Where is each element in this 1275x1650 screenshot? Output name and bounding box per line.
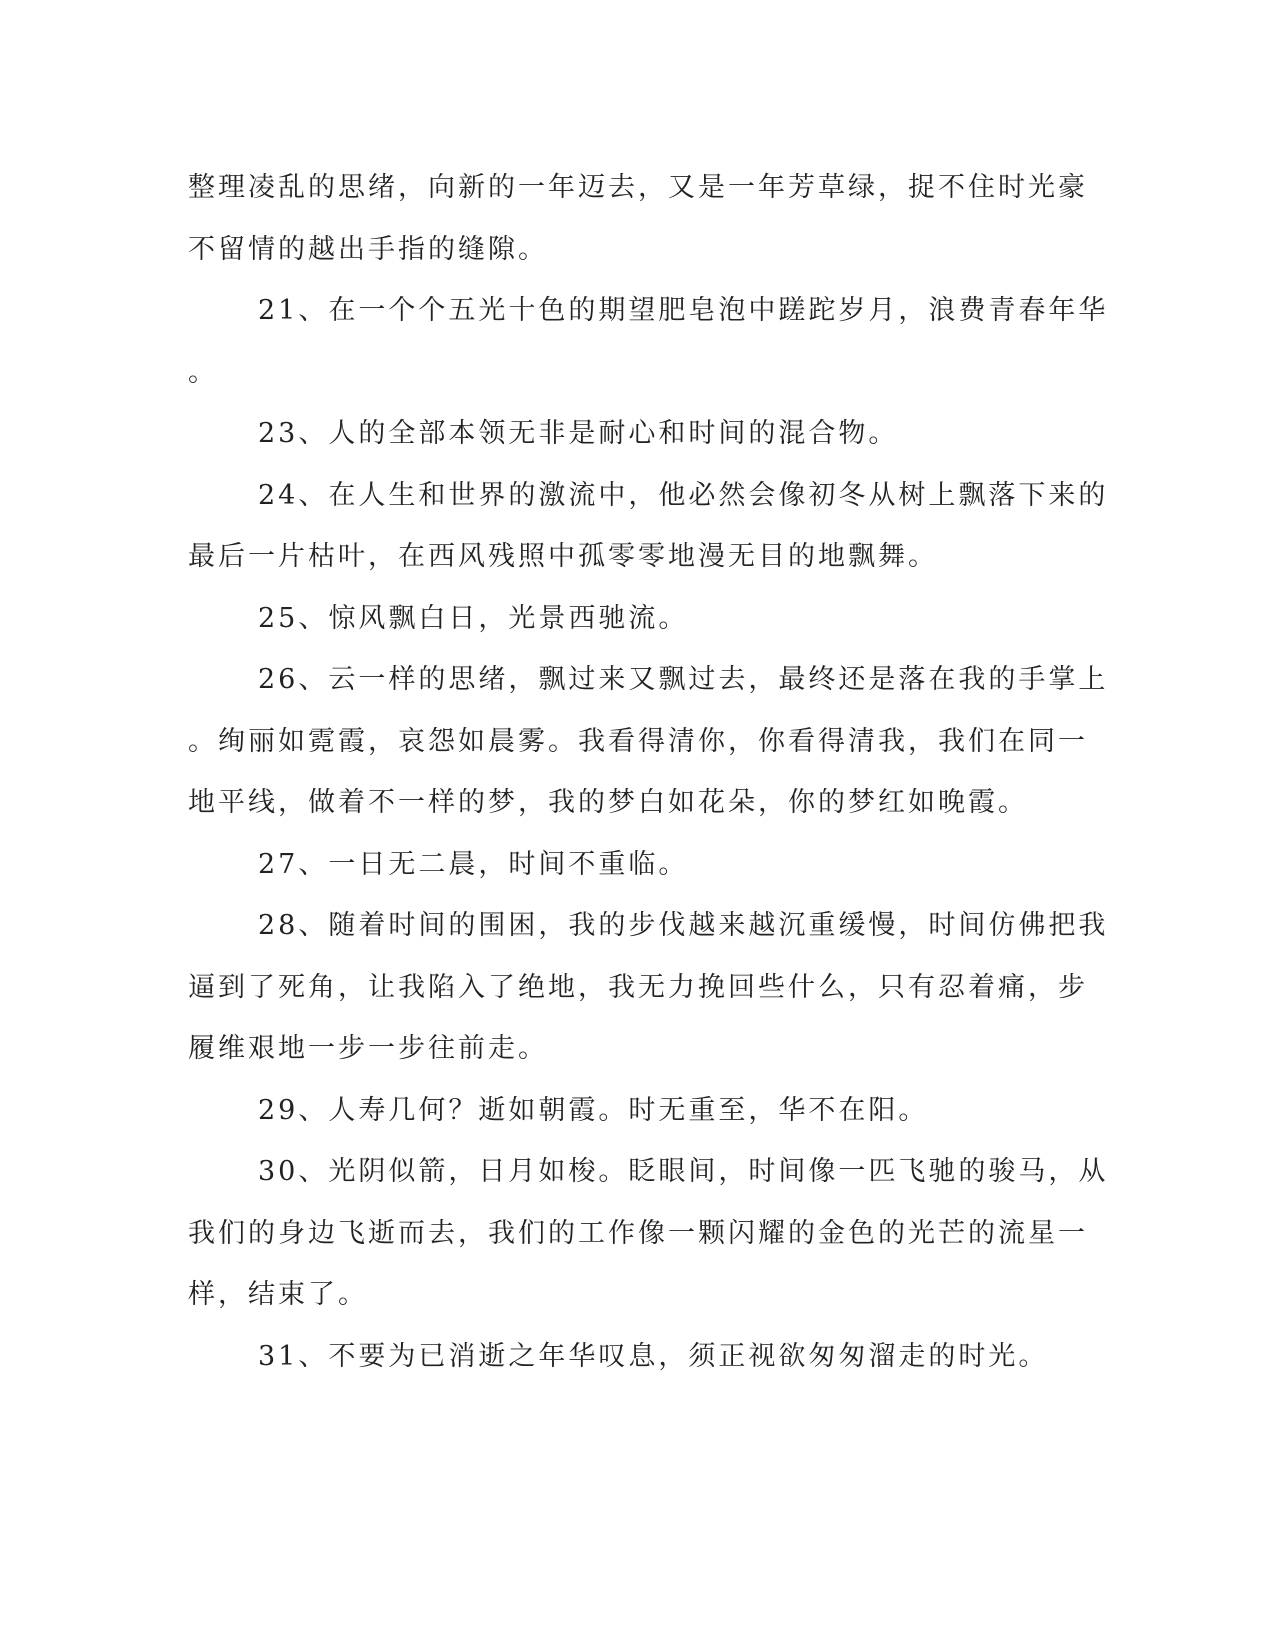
text-line: 30、光阴似箭，日月如梭。眨眼间，时间像一匹飞驰的骏马，从 (258, 1156, 1109, 1187)
text-line: 履维艰地一步一步往前走。 (188, 1033, 548, 1064)
text-line: 整理凌乱的思绪，向新的一年迈去，又是一年芳草绿，捉不住时光豪 (188, 172, 1088, 203)
text-line: 逼到了死角，让我陷入了绝地，我无力挽回些什么，只有忍着痛，步 (188, 971, 1088, 1003)
text-line: 地平线，做着不一样的梦，我的梦白如花朵，你的梦红如晚霞。 (188, 787, 1028, 818)
text-line: 样，结束了。 (188, 1279, 368, 1310)
text-line: 。绚丽如霓霞，哀怨如晨雾。我看得清你，你看得清我，我们在同一 (188, 725, 1088, 757)
text-line: 31、不要为已消逝之年华叹息，须正视欲匆匆溜走的时光。 (258, 1340, 1049, 1372)
text-line: 29、人寿几何？逝如朝霞。时无重至，华不在阳。 (258, 1094, 929, 1126)
document-body (188, 157, 1109, 1387)
text-line: 21、在一个个五光十色的期望肥皂泡中蹉跎岁月，浪费青春年华 (258, 295, 1109, 326)
text-line: 26、云一样的思绪，飘过来又飘过去，最终还是落在我的手掌上 (258, 664, 1109, 695)
text-line: 24、在人生和世界的激流中，他必然会像初冬从树上飘落下来的 (258, 479, 1109, 511)
text-line: 不留情的越出手指的缝隙。 (188, 233, 548, 265)
text-line: 27、一日无二晨，时间不重临。 (258, 848, 689, 880)
text-line: 23、人的全部本领无非是耐心和时间的混合物。 (258, 418, 899, 449)
text-line: 最后一片枯叶，在西风残照中孤零零地漫无目的地飘舞。 (188, 541, 938, 572)
text-line: 我们的身边飞逝而去，我们的工作像一颗闪耀的金色的光芒的流星一 (188, 1217, 1088, 1249)
text-line: 25、惊风飘白日，光景西驰流。 (258, 602, 689, 634)
text-line: 。 (188, 356, 218, 388)
text-line: 28、随着时间的围困，我的步伐越来越沉重缓慢，时间仿佛把我 (258, 910, 1109, 941)
